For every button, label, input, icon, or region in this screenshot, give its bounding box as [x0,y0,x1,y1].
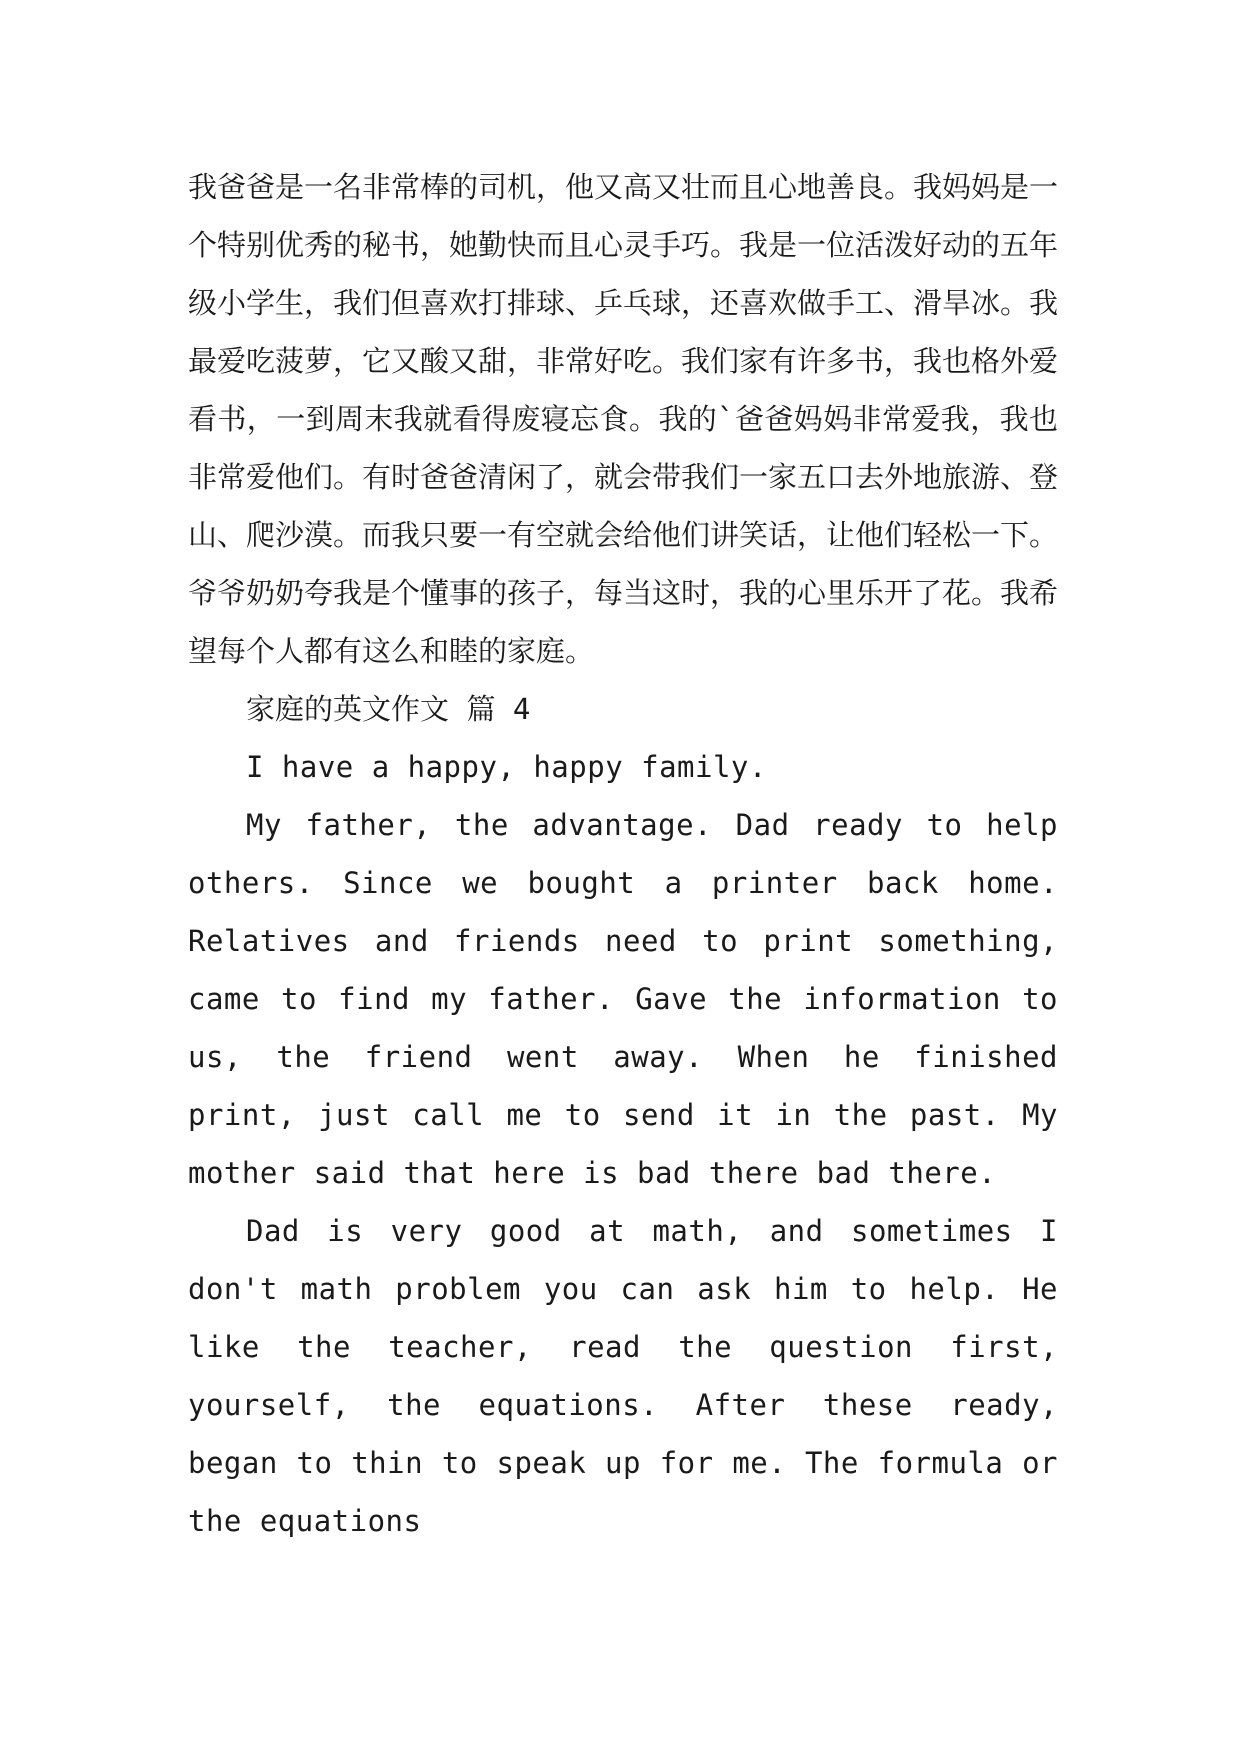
paragraph-math-en: Dad is very good at math, and sometimes I don't math problem you can ask him to help. He like the teacher, read the question first, yourself, the equations. After these ready, began to thin to speak up for me. The formula or the equations [188,1214,1058,1538]
paragraph-father-en: My father, the advantage. Dad ready to help others. Since we bought a printer back home. Relatives and friends need to print something, came to find my father. Gave the information to us, the friend went away. When he finished print, just call me to send it in the past. My mother said that here is bad there bad there. [188,808,1058,1190]
document-body [188,158,1058,1550]
paragraph-family-description-zh: 我爸爸是一名非常棒的司机，他又高又壮而且心地善良。我妈妈是一个特别优秀的秘书，她勤快而且心灵手巧。我是一位活泼好动的五年级小学生，我们但喜欢打排球、乒乓球，还喜欢做手工、滑旱冰。我最爱吃菠萝，它又酸又甜，非常好吃。我们家有许多书，我也格外爱看书，一到周末我就看得废寝忘食。我的`爸爸妈妈非常爱我，我也非常爱他们。有时爸爸清闲了，就会带我们一家五口去外地旅游、登山、爬沙漠。而我只要一有空就会给他们讲笑话，让他们轻松一下。爷爷奶奶夸我是个懂事的孩子，每当这时，我的心里乐开了花。我希望每个人都有这么和睦的家庭。 [188,170,1059,668]
paragraph-intro-en: I have a happy, happy family. [246,750,767,784]
section-heading: 家庭的英文作文 篇 4 [246,692,531,726]
